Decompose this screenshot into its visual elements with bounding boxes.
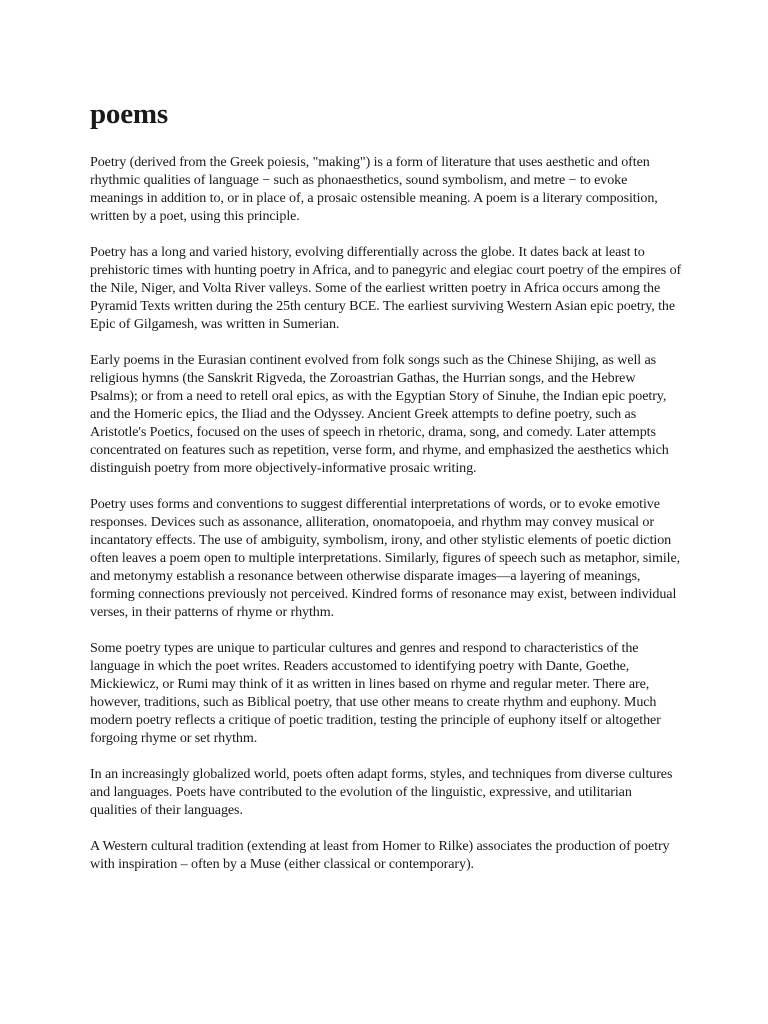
document-content <box>90 96 682 891</box>
paragraph-5: Some poetry types are unique to particular cultures and genres and respond to characteristics of the language in which the poet writes. Readers accustomed to identifying poetry with Dante, Goethe, Mickiewicz, or Rumi may think of it as written in lines based on rhyme and regular meter. There are, however, traditions, such as Biblical poetry, that use other means to create rhythm and euphony. Much modern poetry reflects a critique of poetic tradition, testing the principle of euphony itself or altogether forgoing rhyme or set rhythm. <box>90 640 661 746</box>
paragraph-6: In an increasingly globalized world, poets often adapt forms, styles, and techniques from diverse cultures and languages. Poets have contributed to the evolution of the linguistic, expressive, and utilitarian qualities of their languages. <box>90 766 673 818</box>
paragraph-7: A Western cultural tradition (extending at least from Homer to Rilke) associates the production of poetry with inspiration – often by a Muse (either classical or contemporary). <box>90 838 670 872</box>
paragraph-1: Poetry (derived from the Greek poiesis, "making") is a form of literature that uses aesthetic and often rhythmic qualities of language − such as phonaesthetics, sound symbolism, and metre − to evoke meanings in addition to, or in place of, a prosaic ostensible meaning. A poem is a literary composition, written by a poet, using this principle. <box>90 154 658 224</box>
paragraph-3: Early poems in the Eurasian continent evolved from folk songs such as the Chinese Shijing, as well as religious hymns (the Sanskrit Rigveda, the Zoroastrian Gathas, the Hurrian songs, and the Hebrew Psalms); or from a need to retell oral epics, as with the Egyptian Story of Sinuhe, the Indian epic poetry, and the Homeric epics, the Iliad and the Odyssey. Ancient Greek attempts to define poetry, such as Aristotle's Poetics, focused on the uses of speech in rhetoric, drama, song, and comedy. Later attempts concentrated on features such as repetition, verse form, and rhyme, and emphasized the aesthetics which distinguish poetry from more objectively-informative prosaic writing. <box>90 352 669 476</box>
paragraph-2: Poetry has a long and varied history, evolving differentially across the globe. It dates back at least to prehistoric times with hunting poetry in Africa, and to panegyric and elegiac court poetry of the empires of the Nile, Niger, and Volta River valleys. Some of the earliest written poetry in Africa occurs among the Pyramid Texts written during the 25th century BCE. The earliest surviving Western Asian epic poetry, the Epic of Gilgamesh, was written in Sumerian. <box>90 244 682 332</box>
page-title: poems <box>90 98 168 130</box>
paragraph-4: Poetry uses forms and conventions to suggest differential interpretations of words, or to evoke emotive responses. Devices such as assonance, alliteration, onomatopoeia, and rhythm may convey musical or incantatory effects. The use of ambiguity, symbolism, irony, and other stylistic elements of poetic diction often leaves a poem open to multiple interpretations. Similarly, figures of speech such as metaphor, simile, and metonymy establish a resonance between otherwise disparate images—a layering of meanings, forming connections previously not perceived. Kindred forms of resonance may exist, between individual verses, in their patterns of rhyme or rhythm. <box>90 496 681 620</box>
